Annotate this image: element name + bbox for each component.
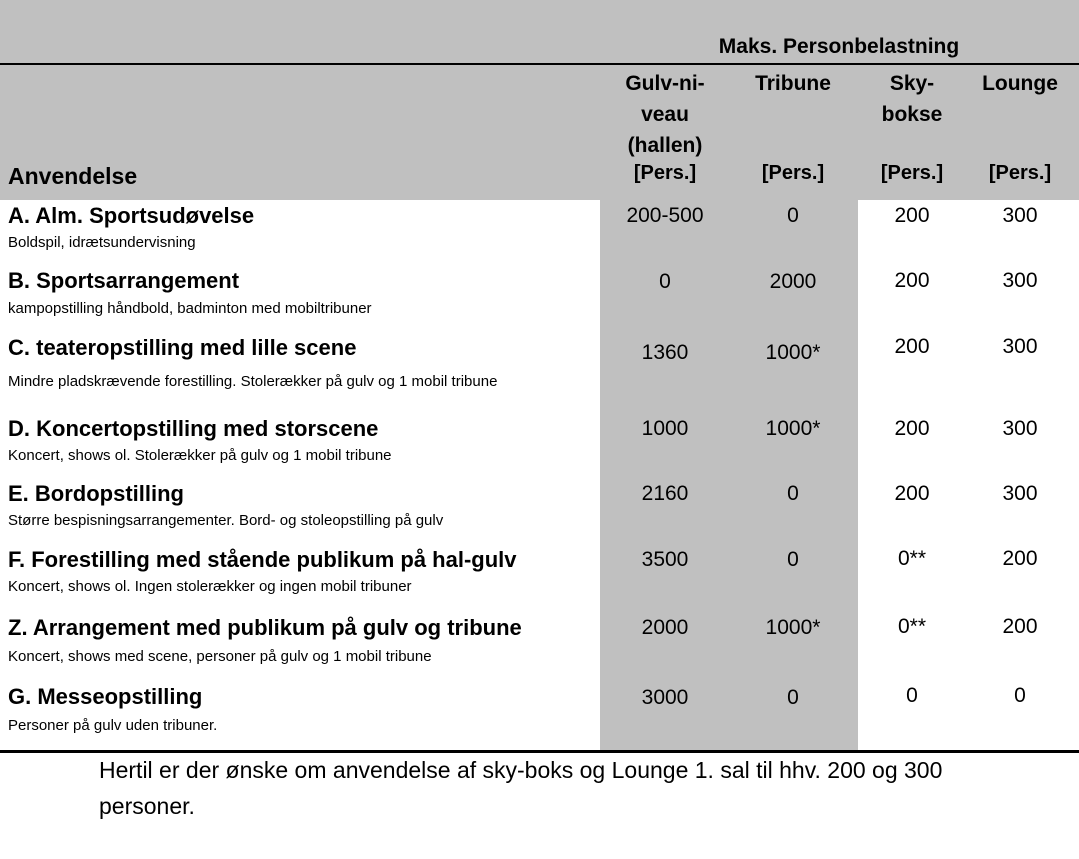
row-title: G. Messeopstilling (8, 684, 203, 709)
row-subtitle: Koncert, shows ol. Ingen stolerækker og ingen mobil tribuner (8, 578, 412, 595)
cell-tribune: 1000* (765, 616, 821, 639)
cell-skybokse: 200 (894, 269, 930, 292)
cell-gulv: 1000 (641, 417, 689, 440)
row-title: B. Sportsarrangement (8, 268, 240, 293)
cell-skybokse: 200 (894, 335, 930, 358)
row-subtitle: Personer på gulv uden tribuner. (8, 717, 218, 734)
cell-lounge: 300 (1002, 269, 1038, 292)
cell-tribune: 1000* (765, 341, 821, 364)
row-subtitle: Koncert, shows ol. Stolerækker på gulv og 1 mobil tribune (8, 447, 392, 464)
row-subtitle: Mindre pladskrævende forestilling. Stolerækker på gulv og 1 mobil tribune (8, 373, 498, 390)
cell-tribune: 2000 (769, 270, 817, 293)
cell-gulv: 3000 (641, 686, 689, 709)
cell-skybokse: 0** (897, 547, 927, 570)
cell-lounge: 0 (1014, 684, 1026, 707)
cell-lounge: 300 (1002, 204, 1038, 227)
cell-gulv: 0 (659, 270, 671, 293)
column-header-gulv: Gulv-ni- veau (hallen) (625, 72, 705, 157)
row-title: C. teateropstilling med lille scene (8, 335, 357, 360)
footnote-text: Hertil er der ønske om anvendelse af sky-boks og Lounge 1. sal til hhv. 200 og 300 personer. (99, 757, 943, 819)
row-title: F. Forestilling med stående publikum på hal-gulv (8, 547, 517, 572)
cell-lounge: 300 (1002, 482, 1038, 505)
cell-gulv: 2160 (641, 482, 689, 505)
cell-lounge: 300 (1002, 335, 1038, 358)
column-header-lounge: Lounge (982, 72, 1058, 95)
cell-tribune: 0 (787, 204, 799, 227)
row-subtitle: Boldspil, idrætsundervisning (8, 234, 196, 251)
cell-tribune: 0 (787, 482, 799, 505)
row-title: A. Alm. Sportsudøvelse (8, 203, 255, 228)
cell-tribune: 1000* (765, 417, 821, 440)
cell-skybokse: 200 (894, 482, 930, 505)
cell-tribune: 0 (787, 686, 799, 709)
column-header-tribune: Tribune (755, 72, 831, 95)
cell-lounge: 200 (1002, 547, 1038, 570)
row-subtitle: Større bespisningsarrangementer. Bord- og stoleopstilling på gulv (8, 512, 444, 529)
row-subtitle: kampopstilling håndbold, badminton med mobiltribuner (8, 300, 372, 317)
unit-tribune: [Pers.] (761, 162, 825, 184)
row-title: E. Bordopstilling (8, 481, 184, 506)
header-divider (0, 63, 1079, 65)
unit-skybokse: [Pers.] (880, 162, 944, 184)
cell-lounge: 300 (1002, 417, 1038, 440)
cell-gulv: 3500 (641, 548, 689, 571)
row-title: D. Koncertopstilling med storscene (8, 416, 379, 441)
row-subtitle: Koncert, shows med scene, personer på gulv og 1 mobil tribune (8, 648, 432, 665)
cell-lounge: 200 (1002, 615, 1038, 638)
cell-skybokse: 200 (894, 417, 930, 440)
cell-skybokse: 0** (897, 615, 927, 638)
column-header-skybokse: Sky- bokse (881, 72, 943, 126)
cell-gulv: 200-500 (626, 204, 704, 227)
cell-skybokse: 200 (894, 204, 930, 227)
cell-tribune: 0 (787, 548, 799, 571)
usage-header: Anvendelse (8, 163, 138, 189)
unit-lounge: [Pers.] (988, 162, 1052, 184)
row-title: Z. Arrangement med publikum på gulv og tribune (8, 615, 522, 640)
cell-gulv: 2000 (641, 616, 689, 639)
cell-skybokse: 0 (906, 684, 918, 707)
cell-gulv: 1360 (641, 341, 689, 364)
unit-gulv: [Pers.] (633, 162, 697, 184)
group-header: Maks. Personbelastning (718, 35, 960, 58)
